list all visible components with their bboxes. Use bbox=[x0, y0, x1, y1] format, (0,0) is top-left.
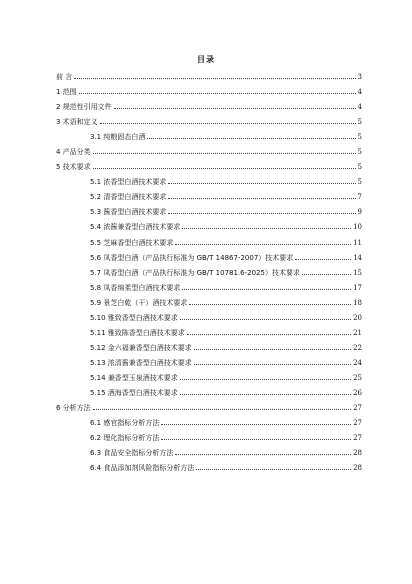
toc-entry[interactable] bbox=[56, 416, 362, 431]
toc-entry-page-number: 18 bbox=[353, 298, 362, 307]
toc-entry[interactable] bbox=[56, 175, 362, 190]
toc-entry[interactable] bbox=[56, 160, 362, 175]
toc-title: 目录 bbox=[197, 55, 215, 64]
dot-leader bbox=[180, 319, 351, 320]
toc-entry-label: 5.12 金六福兼香型白酒技术要求 bbox=[90, 343, 192, 352]
toc-entry-page-number: 21 bbox=[353, 328, 362, 337]
dot-leader bbox=[114, 108, 356, 109]
toc-entry[interactable] bbox=[56, 115, 362, 130]
toc-entry[interactable] bbox=[56, 401, 362, 416]
toc-entry[interactable] bbox=[56, 85, 362, 100]
dot-leader bbox=[302, 274, 351, 275]
table-of-contents bbox=[56, 70, 362, 476]
dot-leader bbox=[189, 304, 351, 305]
toc-entry[interactable] bbox=[56, 145, 362, 160]
dot-leader bbox=[182, 289, 351, 290]
dot-leader bbox=[93, 168, 356, 169]
toc-entry-label: 6.3 食品安全指标分析方法 bbox=[90, 449, 174, 458]
toc-entry[interactable] bbox=[56, 461, 362, 476]
dot-leader bbox=[194, 364, 351, 365]
dot-leader bbox=[100, 123, 356, 124]
toc-entry-label: 6.1 感官指标分析方法 bbox=[90, 419, 160, 428]
toc-entry-page-number: 27 bbox=[353, 404, 362, 413]
toc-entry-page-number: 15 bbox=[353, 268, 362, 277]
toc-entry-page-number: 27 bbox=[353, 419, 362, 428]
toc-entry[interactable] bbox=[56, 130, 362, 145]
dot-leader bbox=[194, 349, 351, 350]
toc-entry-page-number: 7 bbox=[357, 193, 362, 202]
toc-entry-label: 5.14 兼香型玉泉酒技术要求 bbox=[90, 373, 178, 382]
toc-entry[interactable] bbox=[56, 326, 362, 341]
toc-entry[interactable] bbox=[56, 236, 362, 251]
toc-entry-label: 5.4 浓酱兼香型白酒技术要求 bbox=[90, 223, 181, 232]
toc-entry-label: 5.2 清香型白酒技术要求 bbox=[90, 193, 167, 202]
toc-entry-page-number: 27 bbox=[353, 434, 362, 443]
dot-leader bbox=[93, 153, 356, 154]
toc-entry-page-number: 28 bbox=[353, 464, 362, 473]
toc-entry-label: 5.10 雅致香型白酒技术要求 bbox=[90, 313, 178, 322]
toc-entry[interactable] bbox=[56, 446, 362, 461]
toc-entry-label: 5.1 浓香型白酒技术要求 bbox=[90, 178, 167, 187]
toc-entry-page-number: 5 bbox=[357, 178, 362, 187]
toc-entry-label: 5.8 凤香绵柔型白酒技术要求 bbox=[90, 283, 181, 292]
toc-entry-page-number: 5 bbox=[357, 118, 362, 127]
dot-leader bbox=[295, 259, 351, 260]
toc-entry[interactable] bbox=[56, 341, 362, 356]
dot-leader bbox=[168, 198, 355, 199]
dot-leader bbox=[79, 93, 356, 94]
toc-entry-page-number: 17 bbox=[353, 283, 362, 292]
toc-entry-label: 5.11 雅致陈香型白酒技术要求 bbox=[90, 328, 185, 337]
toc-entry[interactable] bbox=[56, 356, 362, 371]
toc-entry[interactable] bbox=[56, 251, 362, 266]
toc-entry[interactable] bbox=[56, 296, 362, 311]
toc-entry-label: 3.1 纯粮固态白酒 bbox=[90, 133, 146, 142]
toc-entry-label: 2 规范性引用文件 bbox=[56, 103, 112, 112]
toc-entry-label: 6.2 理化指标分析方法 bbox=[90, 434, 160, 443]
toc-entry-page-number: 14 bbox=[353, 253, 362, 262]
toc-entry-page-number: 26 bbox=[353, 388, 362, 397]
toc-entry-label: 5.15 酒海香型白酒技术要求 bbox=[90, 388, 178, 397]
toc-entry-label: 6.4 食品添加剂风险指标分析方法 bbox=[90, 464, 195, 473]
dot-leader bbox=[175, 244, 351, 245]
toc-entry[interactable] bbox=[56, 386, 362, 401]
toc-entry-label: 5.5 芝麻香型白酒技术要求 bbox=[90, 238, 174, 247]
toc-entry-page-number: 20 bbox=[353, 313, 362, 322]
dot-leader bbox=[93, 409, 351, 410]
toc-entry[interactable] bbox=[56, 205, 362, 220]
toc-entry-page-number: 11 bbox=[353, 238, 362, 247]
toc-entry-label: 6 分析方法 bbox=[56, 404, 91, 413]
toc-entry-page-number: 9 bbox=[357, 208, 362, 217]
dot-leader bbox=[187, 334, 351, 335]
toc-entry-label: 5 技术要求 bbox=[56, 163, 91, 172]
toc-entry-page-number: 28 bbox=[353, 449, 362, 458]
toc-entry-page-number: 10 bbox=[353, 223, 362, 232]
toc-entry[interactable] bbox=[56, 266, 362, 281]
dot-leader bbox=[161, 439, 351, 440]
dot-leader bbox=[168, 213, 355, 214]
toc-entry[interactable] bbox=[56, 281, 362, 296]
dot-leader bbox=[180, 394, 351, 395]
toc-entry-label: 5.6 凤香型白酒（产品执行标准为 GB/T 14867-2007）技术要求 bbox=[90, 253, 294, 262]
toc-entry-page-number: 5 bbox=[357, 148, 362, 157]
toc-entry-page-number: 5 bbox=[357, 163, 362, 172]
toc-entry-label: 5.13 浓清酱兼香型白酒技术要求 bbox=[90, 358, 192, 367]
toc-entry-label: 5.3 酱香型白酒技术要求 bbox=[90, 208, 167, 217]
dot-leader bbox=[196, 469, 351, 470]
toc-entry[interactable] bbox=[56, 70, 362, 85]
toc-entry-label: 前 言 bbox=[56, 73, 73, 81]
toc-entry[interactable] bbox=[56, 311, 362, 326]
dot-leader bbox=[147, 138, 355, 139]
toc-entry-label: 5.9 景芝白乾（干）酒技术要求 bbox=[90, 298, 188, 307]
toc-entry-page-number: 24 bbox=[353, 358, 362, 367]
toc-entry-page-number: 3 bbox=[357, 73, 362, 81]
dot-leader bbox=[182, 228, 351, 229]
dot-leader bbox=[74, 78, 355, 79]
toc-entry-page-number: 22 bbox=[353, 343, 362, 352]
toc-entry-page-number: 4 bbox=[357, 103, 362, 112]
toc-entry-page-number: 5 bbox=[357, 133, 362, 142]
dot-leader bbox=[175, 454, 351, 455]
toc-entry-page-number: 4 bbox=[357, 88, 362, 97]
toc-entry-page-number: 25 bbox=[353, 373, 362, 382]
toc-entry[interactable] bbox=[56, 190, 362, 205]
toc-entry[interactable] bbox=[56, 100, 362, 115]
toc-entry-label: 3 术语和定义 bbox=[56, 118, 98, 127]
toc-entry[interactable] bbox=[56, 371, 362, 386]
toc-entry[interactable] bbox=[56, 220, 362, 235]
toc-entry-label: 5.7 凤香型白酒（产品执行标准为 GB/T 10781.6-2025）技术要求 bbox=[90, 268, 300, 277]
dot-leader bbox=[161, 424, 351, 425]
toc-entry[interactable] bbox=[56, 431, 362, 446]
dot-leader bbox=[168, 183, 355, 184]
toc-entry-label: 4 产品分类 bbox=[56, 148, 91, 157]
dot-leader bbox=[180, 379, 351, 380]
toc-entry-label: 1 范围 bbox=[56, 88, 77, 97]
